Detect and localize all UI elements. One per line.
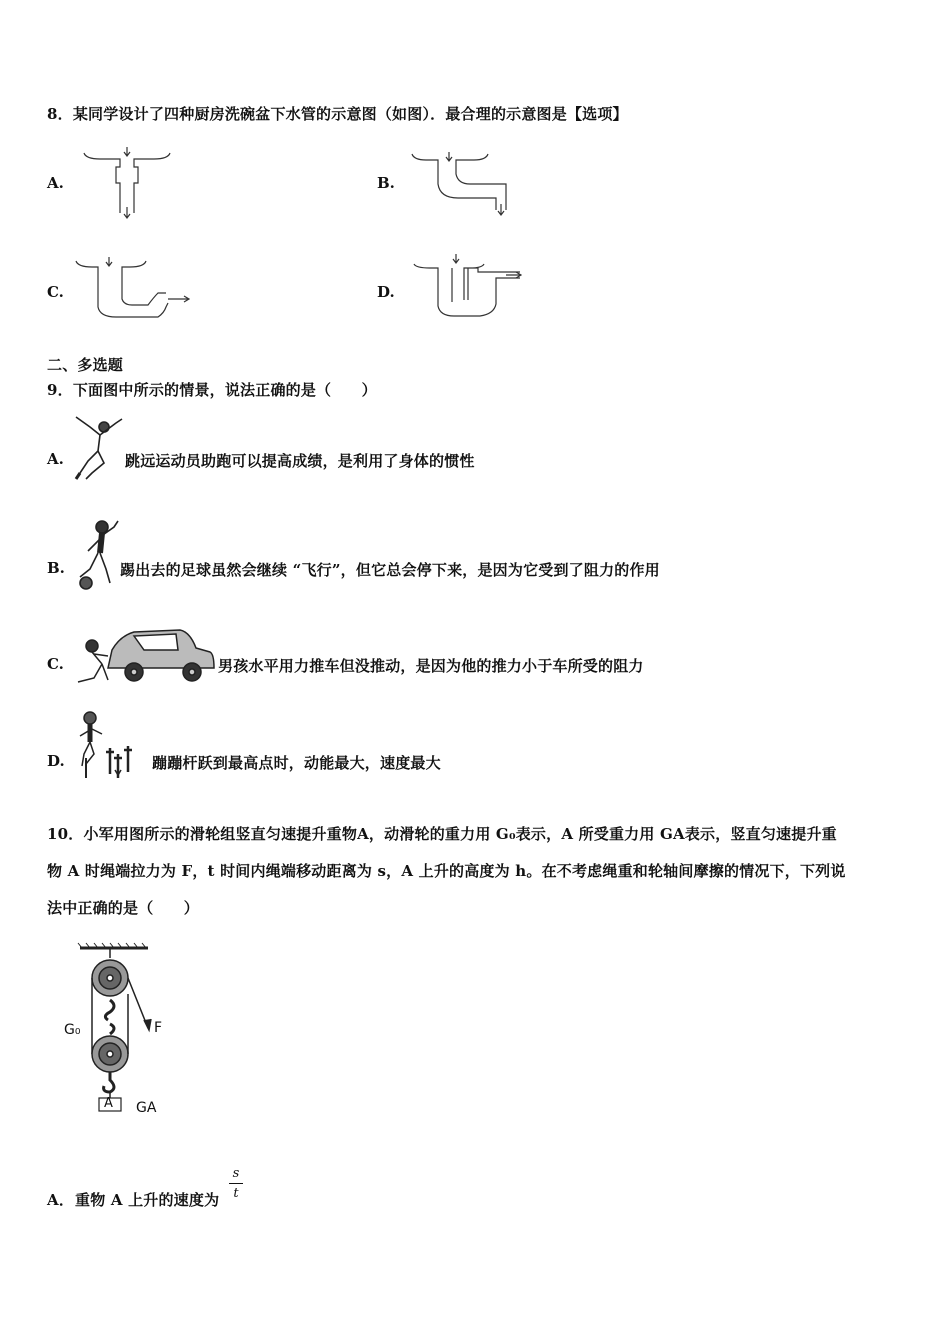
q9-option-d-label: D.: [47, 752, 65, 770]
q10-line1: 10．小军用图所示的滑轮组竖直匀速提升重物A，动滑轮的重力用 G₀表示，A 所受重力用 GA表示，竖直匀速提升重: [47, 825, 837, 843]
q8-figure-d: [410, 250, 530, 322]
q9-option-a-label: A.: [47, 450, 64, 468]
pulley-figure: [58, 942, 178, 1122]
fraction-denominator: t: [233, 1186, 239, 1201]
q8-figure-c: [72, 253, 197, 323]
long-jumper-image: [70, 413, 126, 483]
section-title: 二、多选题: [47, 356, 124, 374]
g0-label: G₀: [64, 1022, 81, 1038]
q10-option-a-text: 重物 A 上升的速度为: [75, 1191, 220, 1209]
q8-option-d-label: D.: [377, 283, 395, 301]
q9-option-c-text: 男孩水平用力推车但没推动，是因为他的推力小于车所受的阻力: [218, 657, 644, 675]
q8-option-c-label: C.: [47, 283, 64, 301]
q8-option-b-label: B.: [377, 174, 395, 192]
ga-label: GA: [136, 1100, 157, 1116]
q10-option-a-label: A．: [47, 1191, 75, 1209]
q10-line2: 物 A 时绳端拉力为 F，t 时间内绳端移动距离为 s，A 上升的高度为 h。在不考虑绳重和轮轴间摩擦的情况下，下列说: [47, 862, 846, 880]
q9-option-a-text: 跳远运动员助跑可以提高成绩，是利用了身体的惯性: [125, 452, 475, 470]
boy-pushing-car-image: [72, 624, 217, 690]
fraction-numerator: s: [232, 1166, 240, 1181]
weight-a-label: A: [104, 1096, 113, 1111]
q8-text: 8．某同学设计了四种厨房洗碗盆下水管的示意图（如图）．最合理的示意图是【选项】: [47, 105, 628, 123]
force-label: F: [154, 1020, 163, 1036]
q9-text: 9．下面图中所示的情景，说法正确的是（ ）: [47, 381, 377, 399]
q9-option-b-label: B.: [47, 559, 65, 577]
fraction-s-over-t: [229, 1166, 243, 1201]
pogo-stick-image: [72, 708, 152, 782]
q10-line3: 法中正确的是（ ）: [47, 899, 200, 917]
q8-figure-a: [80, 145, 175, 220]
q9-option-c-label: C.: [47, 655, 64, 673]
fraction-bar: [229, 1183, 243, 1184]
q9-option-d-text: 蹦蹦杆跃到最高点时，动能最大，速度最大: [152, 754, 441, 772]
q8-figure-b: [408, 148, 513, 216]
q8-option-a-label: A.: [47, 174, 64, 192]
q9-option-b-text: 踢出去的足球虽然会继续 “飞行”，但它总会停下来，是因为它受到了阻力的作用: [120, 561, 660, 579]
football-player-image: [72, 517, 122, 591]
